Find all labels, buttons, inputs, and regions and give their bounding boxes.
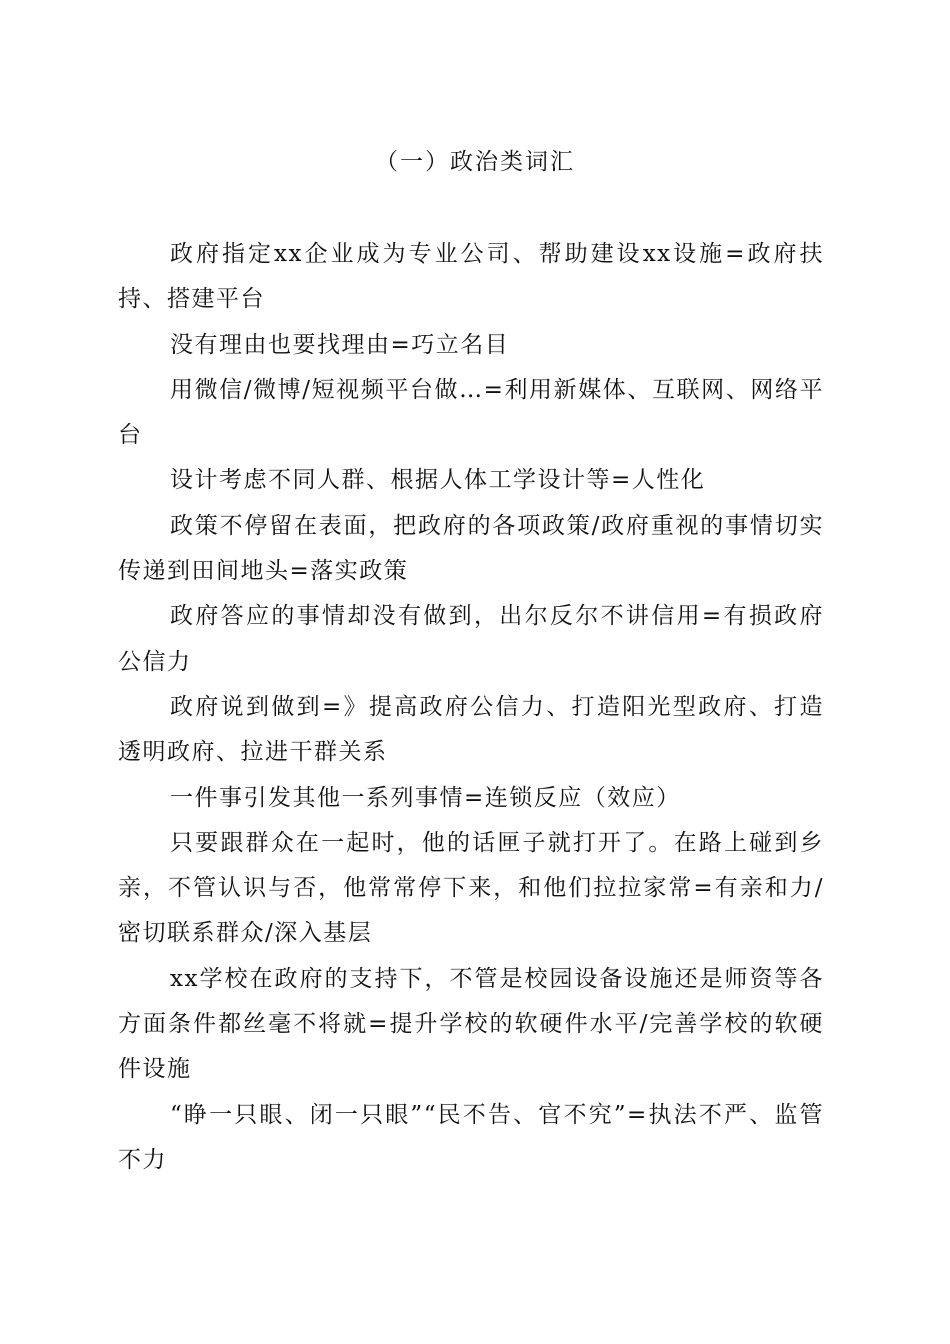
paragraph: 设计考虑不同人群、根据人体工学设计等=人性化	[170, 467, 706, 494]
document-body	[118, 232, 824, 1183]
section-title: （一）政治类词汇	[375, 149, 575, 175]
paragraph: 政府指定xx企业成为专业公司、帮助建设xx设施=政府扶持、搭建平台	[118, 241, 824, 313]
paragraph: 政策不停留在表面，把政府的各项政策/政府重视的事情切实传递到田间地头=落实政策	[118, 512, 824, 585]
paragraph: 一件事引发其他一系列事情=连锁反应（效应）	[170, 784, 681, 811]
paragraph: “睁一只眼、闭一只眼”“民不告、官不究”=执法不严、监管不力	[118, 1101, 824, 1173]
paragraph: 没有理由也要找理由=巧立名目	[170, 331, 510, 358]
paragraph: 政府答应的事情却没有做到，出尔反尔不讲信用=有损政府公信力	[118, 603, 824, 675]
paragraph: 只要跟群众在一起时，他的话匣子就打开了。在路上碰到乡亲，不管认识与否，他常常停下来，和他们拉拉家常=有亲和力/密切联系群众/深入基层	[118, 829, 824, 947]
paragraph: 用微信/微博/短视频平台做…=利用新媒体、互联网、网络平台	[118, 376, 824, 449]
paragraph: xx学校在政府的支持下，不管是校园设备设施还是师资等各方面条件都丝毫不将就=提升学校的软硬件水平/完善学校的软硬件设施	[118, 965, 824, 1083]
paragraph: 政府说到做到=》提高政府公信力、打造阳光型政府、打造透明政府、拉进干群关系	[118, 693, 824, 766]
